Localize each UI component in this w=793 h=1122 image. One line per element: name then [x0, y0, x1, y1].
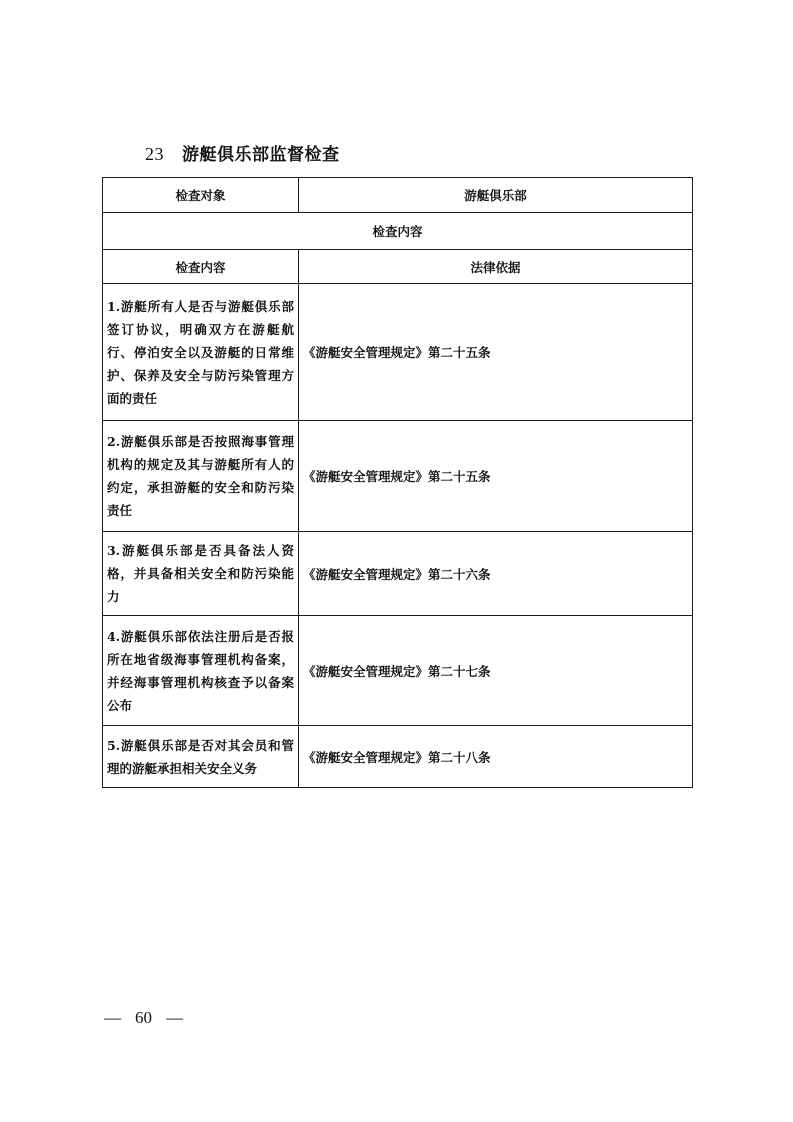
column-header-row [103, 250, 693, 284]
inspection-item: 3.游艇俱乐部是否具备法人资格，并具备相关安全和防污染能力 [103, 532, 299, 616]
object-row [103, 178, 693, 213]
table-row [103, 726, 693, 788]
footer-dash-right: — [166, 1008, 183, 1027]
legal-basis: 《游艇安全管理规定》第二十五条 [299, 421, 693, 532]
content-header: 检查内容 [103, 213, 693, 250]
table-row [103, 421, 693, 532]
table-row [103, 616, 693, 726]
inspection-item: 1.游艇所有人是否与游艇俱乐部签订协议，明确双方在游艇航行、停泊安全以及游艇的日常维护、保养及安全与防污染管理方面的责任 [103, 284, 299, 421]
section-title: 游艇俱乐部监督检查 [182, 145, 340, 165]
legal-basis: 《游艇安全管理规定》第二十六条 [299, 532, 693, 616]
object-value: 游艇俱乐部 [299, 178, 693, 213]
footer-dash-left: — [104, 1008, 121, 1027]
column-header-basis: 法律依据 [299, 250, 693, 284]
inspection-item: 5.游艇俱乐部是否对其会员和管理的游艇承担相关安全义务 [103, 726, 299, 788]
legal-basis: 《游艇安全管理规定》第二十五条 [299, 284, 693, 421]
section-heading [145, 140, 340, 165]
column-header-content: 检查内容 [103, 250, 299, 284]
inspection-item: 4.游艇俱乐部依法注册后是否报所在地省级海事管理机构备案，并经海事管理机构核查予以备案公布 [103, 616, 299, 726]
page-number: 60 [135, 1008, 152, 1027]
table-row [103, 532, 693, 616]
section-number: 23 [145, 144, 164, 164]
content-header-row [103, 213, 693, 250]
inspection-item: 2.游艇俱乐部是否按照海事管理机构的规定及其与游艇所有人的约定，承担游艇的安全和防污染责任 [103, 421, 299, 532]
table-row [103, 284, 693, 421]
inspection-table [102, 177, 693, 788]
legal-basis: 《游艇安全管理规定》第二十八条 [299, 726, 693, 788]
object-label: 检查对象 [103, 178, 299, 213]
page-footer [104, 1008, 183, 1028]
legal-basis: 《游艇安全管理规定》第二十七条 [299, 616, 693, 726]
